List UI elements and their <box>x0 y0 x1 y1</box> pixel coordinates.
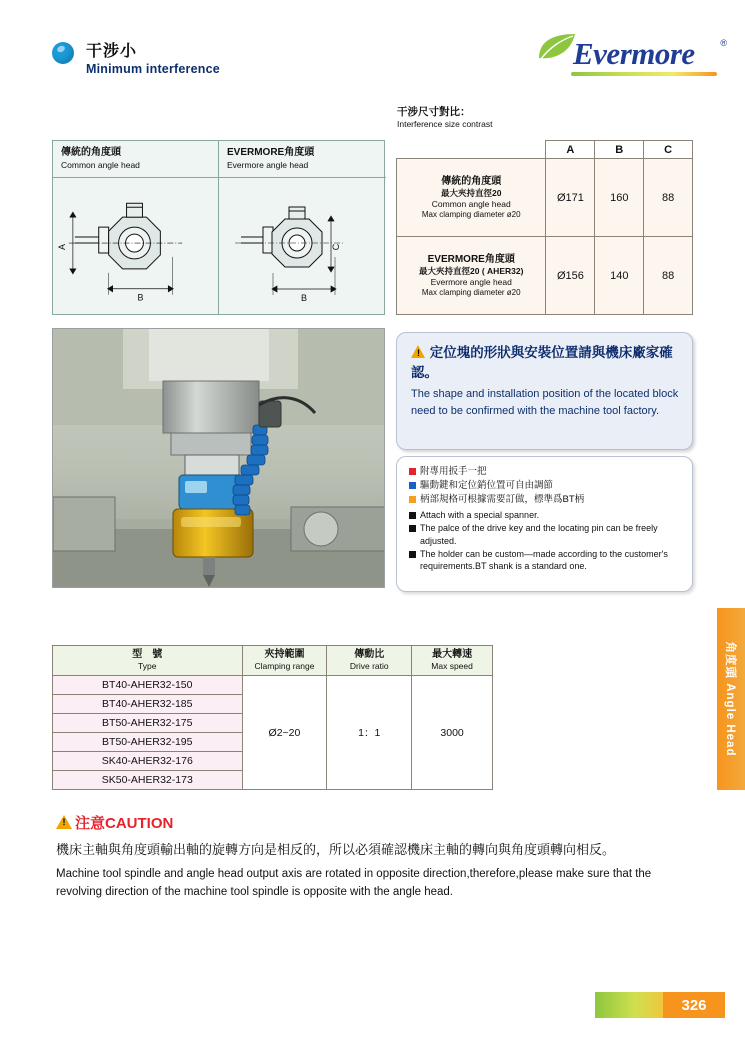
contrast-row1-a: Ø156 <box>546 237 595 315</box>
contrast-row1-name-cn: EVERMORE角度頭 <box>427 253 515 265</box>
svg-text:A: A <box>56 244 67 250</box>
svg-text:B: B <box>137 292 144 303</box>
drawing-caption-left-en: Common angle head <box>61 159 140 170</box>
contrast-label <box>397 104 492 129</box>
contrast-row0-name-sub: 最大夾持直徑20 <box>441 187 502 198</box>
warning-triangle-icon <box>411 345 426 359</box>
svg-text:C: C <box>331 243 341 251</box>
evermore-head-diagram <box>219 177 386 316</box>
spec-drive-ratio: 1：1 <box>327 676 412 790</box>
spec-max-speed: 3000 <box>412 676 493 790</box>
contrast-row1-name-sub: 最大夾持直徑20 ( AHER32) <box>419 265 524 276</box>
caution-label-en: CAUTION <box>105 815 174 832</box>
drawing-caption-right-cn: EVERMORE角度頭 <box>227 147 315 158</box>
drawing-panel <box>52 140 385 315</box>
page-title-cn: 干涉小 <box>86 43 138 60</box>
contrast-label-en: Interference size contrast <box>397 119 493 129</box>
spec-header-type <box>53 646 243 676</box>
contrast-row0-name-cn: 傳統的角度頭 <box>441 175 502 187</box>
spec-header-row <box>53 646 493 676</box>
spec-type-5: SK50-AHER32-173 <box>53 771 243 790</box>
contrast-row1-name-en1: Evermore angle head <box>430 276 512 287</box>
feature-item-cn <box>409 479 682 493</box>
spec-header-speed-cn: 最大轉速 <box>432 648 473 660</box>
feature-item-cn <box>409 493 682 507</box>
bullet-dot-icon <box>52 42 74 64</box>
footer-gradient-bar <box>595 992 667 1018</box>
drawing-common-angle-head <box>53 141 219 314</box>
table-header-row <box>397 141 693 159</box>
spec-header-clamping <box>242 646 327 676</box>
feature-en-1: The palce of the drive key and the locating pin can be freely adjusted. <box>420 523 658 546</box>
contrast-header-b: B <box>595 141 644 159</box>
contrast-table <box>396 140 693 315</box>
page-footer <box>595 992 725 1018</box>
spec-header-type-en: Type <box>138 661 157 672</box>
drawing-caption-right-en: Evermore angle head <box>227 159 309 170</box>
note-text-en: The shape and installation position of the located block need to be confirmed with the machine tool factory. <box>411 388 679 417</box>
caution-block <box>56 812 676 902</box>
caution-triangle-icon <box>56 815 72 830</box>
contrast-row0-b: 160 <box>595 159 644 237</box>
feature-cn-2: 柄部規格可根據需要訂做，標準爲BT柄 <box>420 493 585 505</box>
contrast-row0-name-en2: Max clamping diameter ø20 <box>421 209 521 219</box>
square-marker-black-icon <box>409 525 416 532</box>
spec-header-type-cn: 型 號 <box>132 648 163 660</box>
side-tab-label: 角度頭 Angle Head <box>724 641 736 757</box>
spec-header-speed <box>412 646 493 676</box>
feature-item-cn <box>409 465 682 479</box>
common-head-diagram <box>53 177 218 316</box>
spec-type-1: BT40-AHER32-185 <box>53 695 243 714</box>
contrast-header-blank <box>397 141 546 159</box>
spec-type-4: SK40-AHER32-176 <box>53 752 243 771</box>
spec-clamping-range: Ø2~20 <box>242 676 327 790</box>
registered-mark: ® <box>720 38 727 48</box>
logo-wordmark: Evermore <box>573 36 695 71</box>
feature-item-en <box>409 509 682 522</box>
feature-item-en <box>409 548 682 574</box>
spec-header-ratio-en: Drive ratio <box>349 661 389 672</box>
spec-header-ratio-cn: 傳動比 <box>354 648 385 660</box>
spec-header-ratio <box>327 646 412 676</box>
note-cn-text: 定位塊的形狀與安裝位置請與機床廠家確認。 <box>411 345 673 380</box>
feature-en-0: Attach with a special spanner. <box>420 510 540 521</box>
side-tab-angle-head <box>717 608 745 790</box>
spec-type-0: BT40-AHER32-150 <box>53 676 243 695</box>
table-row <box>397 159 693 237</box>
spec-type-2: BT50-AHER32-175 <box>53 714 243 733</box>
caution-text-en: Machine tool spindle and angle head output axis are rotated in opposite direction,therefore,please make sure that the revolving direction of the machine tool spindle is opposite with the angle head. <box>56 868 652 899</box>
contrast-row0-name-en1: Common angle head <box>431 198 511 209</box>
table-row <box>397 237 693 315</box>
svg-text:B: B <box>300 293 308 303</box>
page-number: 326 <box>663 992 725 1018</box>
caution-heading <box>56 812 676 833</box>
leaf-icon <box>535 32 577 62</box>
spec-table <box>52 645 493 790</box>
machine-photo-illustration <box>53 329 385 588</box>
spec-header-speed-en: Max speed <box>431 661 473 672</box>
feature-en-2: The holder can be custom—made according to the customer's requirements.BT shank is a standard one. <box>420 548 668 572</box>
contrast-header-c: C <box>644 141 693 159</box>
contrast-row1-c: 88 <box>644 237 693 315</box>
caution-text-cn: 機床主軸與角度頭輸出軸的旋轉方向是相反的，所以必須確認機床主軸的轉向與角度頭轉向相反。 <box>56 842 616 857</box>
evermore-logo <box>535 28 725 78</box>
page-title-en: Minimum interference <box>86 62 220 76</box>
table-row <box>53 676 493 695</box>
drawing-caption-left-cn: 傳統的角度頭 <box>61 147 121 158</box>
drawing-caption-right <box>227 146 314 171</box>
square-marker-black-icon <box>409 551 416 558</box>
feature-cn-1: 驅動鍵和定位銷位置可自由調節 <box>420 479 554 491</box>
logo-underline <box>571 72 717 76</box>
contrast-header-a: A <box>546 141 595 159</box>
square-marker-orange-icon <box>409 496 416 503</box>
contrast-row0-name <box>397 159 546 237</box>
contrast-row0-c: 88 <box>644 159 693 237</box>
contrast-row1-name <box>397 237 546 315</box>
square-marker-red-icon <box>409 468 416 475</box>
contrast-label-cn: 干涉尺寸對比： <box>397 106 471 118</box>
feature-cn-0: 附專用扳手一把 <box>420 466 487 477</box>
drawing-caption-left <box>61 146 140 171</box>
caution-label-cn: 注意 <box>75 815 106 832</box>
note-box <box>396 332 693 450</box>
spec-type-3: BT50-AHER32-195 <box>53 733 243 752</box>
feature-item-en <box>409 522 682 548</box>
spec-header-clamping-en: Clamping range <box>254 661 315 672</box>
contrast-row0-a: Ø171 <box>546 159 595 237</box>
drawing-evermore-angle-head <box>219 141 386 314</box>
square-marker-black-icon <box>409 512 416 519</box>
features-box <box>396 456 693 592</box>
note-text-cn <box>411 343 680 382</box>
contrast-row1-name-en2: Max clamping diameter ø20 <box>421 287 521 297</box>
square-marker-blue-icon <box>409 482 416 489</box>
spec-header-clamping-cn: 夾持範圍 <box>264 648 305 660</box>
contrast-row1-b: 140 <box>595 237 644 315</box>
machine-photo <box>52 328 385 588</box>
